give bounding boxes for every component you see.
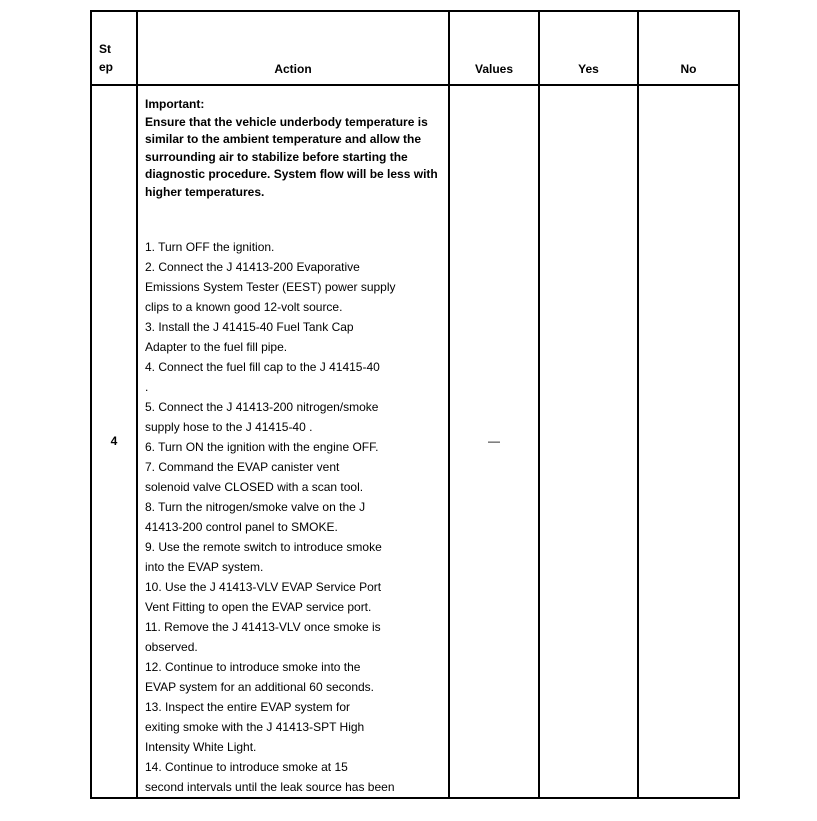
action-line: . xyxy=(145,379,149,394)
action-line: Vent Fitting to open the EVAP service port. xyxy=(145,599,372,614)
action-line: 4. Connect the fuel fill cap to the J 41415-40 xyxy=(145,359,380,374)
action-line: Adapter to the fuel fill pipe. xyxy=(145,339,288,354)
values-cell: — xyxy=(449,85,539,798)
action-line: Intensity White Light. xyxy=(145,739,257,754)
important-label: Important: xyxy=(145,97,205,111)
no-cell xyxy=(638,85,739,798)
action-line: 2. Connect the J 41413-200 Evaporative xyxy=(145,259,360,274)
action-line: observed. xyxy=(145,639,198,654)
step-header-line1: St xyxy=(99,42,111,56)
values-header: Values xyxy=(449,11,539,85)
table-row xyxy=(91,85,739,798)
action-line: exiting smoke with the J 41413-SPT High xyxy=(145,719,365,734)
action-steps xyxy=(145,237,442,797)
action-line: 6. Turn ON the ignition with the engine OFF. xyxy=(145,439,379,454)
action-line: 13. Inspect the entire EVAP system for xyxy=(145,699,350,714)
step-number: 4 xyxy=(91,85,137,798)
action-line: solenoid valve CLOSED with a scan tool. xyxy=(145,479,364,494)
important-text: Ensure that the vehicle underbody temperature is similar to the ambient temperature and allow the surrounding air to stabilize before starting the diagnostic procedure. System flow will be less with higher temperatures. xyxy=(145,114,438,199)
action-line: EVAP system for an additional 60 seconds. xyxy=(145,679,375,694)
action-line: 14. Continue to introduce smoke at 15 xyxy=(145,759,348,774)
action-line: 7. Command the EVAP canister vent xyxy=(145,459,340,474)
action-line: 10. Use the J 41413-VLV EVAP Service Port xyxy=(145,579,382,594)
action-cell xyxy=(137,85,449,798)
action-line: 12. Continue to introduce smoke into the xyxy=(145,659,361,674)
yes-header: Yes xyxy=(539,11,638,85)
action-line: into the EVAP system. xyxy=(145,559,264,574)
action-line: 11. Remove the J 41413-VLV once smoke is xyxy=(145,619,381,634)
action-line: supply hose to the J 41415-40 . xyxy=(145,419,313,434)
no-header: No xyxy=(638,11,739,85)
action-line: 1. Turn OFF the ignition. xyxy=(145,239,275,254)
action-line: Emissions System Tester (EEST) power supply xyxy=(145,279,396,294)
header-row xyxy=(91,11,739,85)
action-line: 9. Use the remote switch to introduce smoke xyxy=(145,539,382,554)
step-header xyxy=(91,11,137,85)
action-line: second intervals until the leak source has been xyxy=(145,779,395,794)
action-header: Action xyxy=(137,11,449,85)
action-line: 8. Turn the nitrogen/smoke valve on the J xyxy=(145,499,366,514)
action-line: 3. Install the J 41415-40 Fuel Tank Cap xyxy=(145,319,354,334)
yes-cell xyxy=(539,85,638,798)
action-line: clips to a known good 12-volt source. xyxy=(145,299,343,314)
action-line: 41413-200 control panel to SMOKE. xyxy=(145,519,338,534)
diagnostic-table xyxy=(90,10,740,799)
step-header-line2: ep xyxy=(99,60,114,74)
important-note xyxy=(145,96,442,202)
action-line: 5. Connect the J 41413-200 nitrogen/smoke xyxy=(145,399,379,414)
